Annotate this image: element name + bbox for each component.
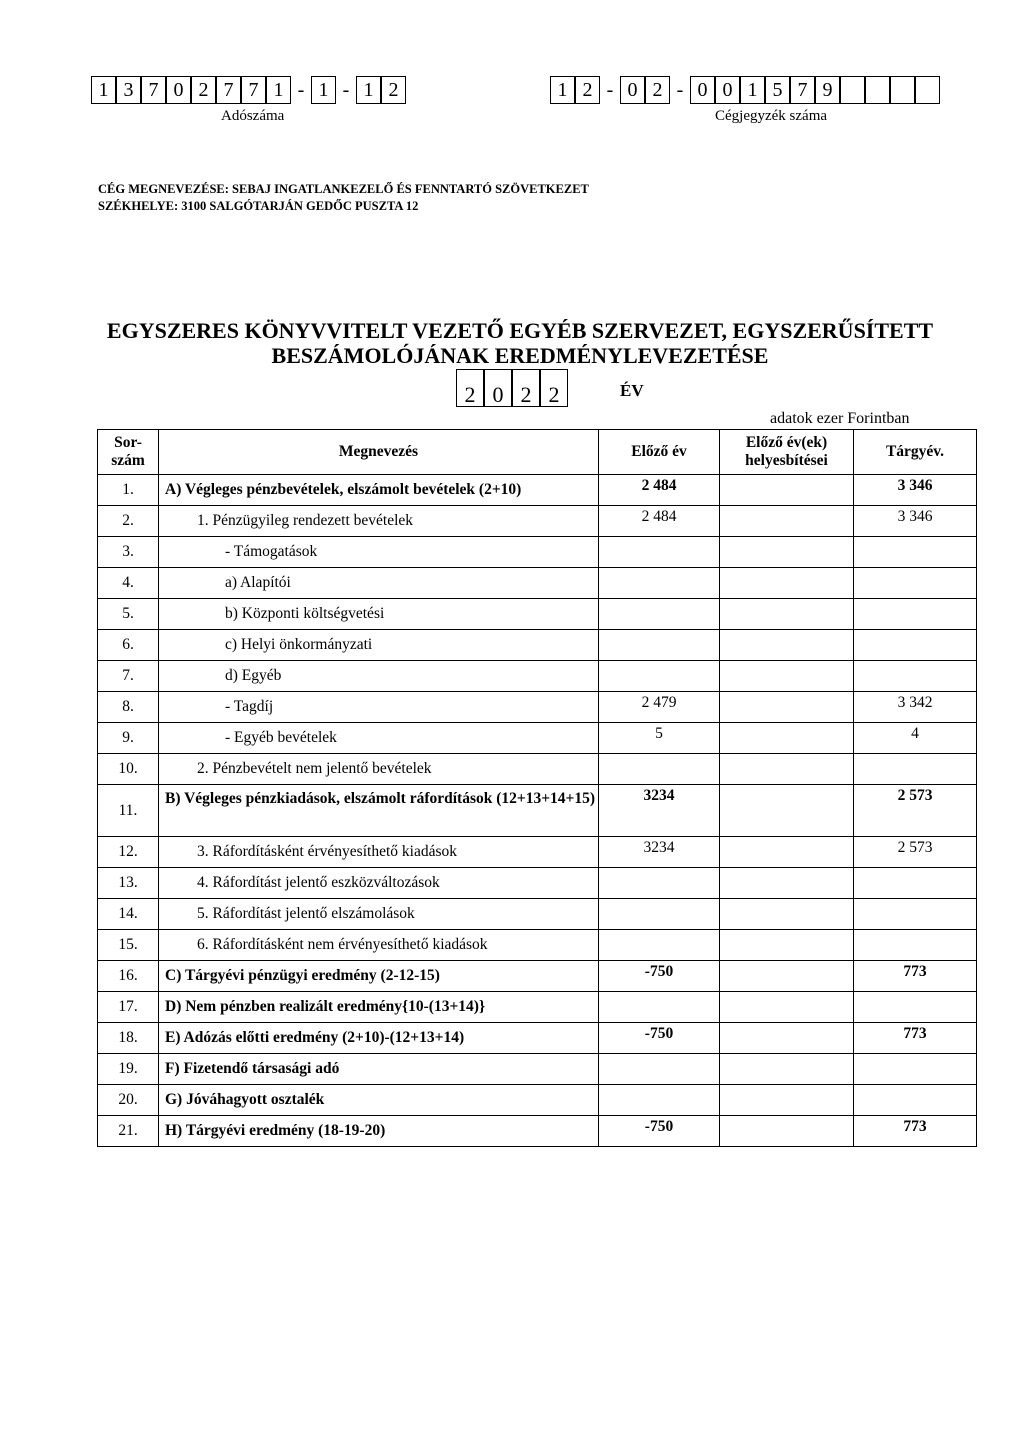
year-digit: 2 [456, 369, 484, 407]
row-prev-value: 3234 [599, 837, 720, 868]
row-current-value [854, 899, 977, 930]
row-number: 16. [98, 961, 159, 992]
row-prev-value: 2 479 [599, 692, 720, 723]
registry-number-digit: 1 [740, 76, 765, 104]
row-name: c) Helyi önkormányzati [159, 630, 599, 661]
row-name: A) Végleges pénzbevételek, elszámolt bevételek (2+10) [159, 475, 599, 506]
row-correction-value [720, 930, 854, 961]
table-row [98, 723, 977, 754]
table-row [98, 868, 977, 899]
row-correction-value [720, 754, 854, 785]
registry-number-digit: 2 [645, 76, 670, 104]
row-current-value: 2 573 [854, 785, 977, 837]
row-correction-value [720, 723, 854, 754]
row-prev-value: -750 [599, 1023, 720, 1054]
row-number: 10. [98, 754, 159, 785]
registry-number-digit: 0 [715, 76, 740, 104]
table-row [98, 1054, 977, 1085]
table-row [98, 1116, 977, 1147]
row-current-value [854, 568, 977, 599]
row-number: 3. [98, 537, 159, 568]
row-current-value [854, 661, 977, 692]
row-name: 5. Ráfordítást jelentő elszámolások [159, 899, 599, 930]
title-line-2: BESZÁMOLÓJÁNAK EREDMÉNYLEVEZETÉSE [271, 343, 769, 368]
row-current-value: 773 [854, 1116, 977, 1147]
row-number: 11. [98, 785, 159, 837]
row-current-value: 3 342 [854, 692, 977, 723]
row-current-value [854, 930, 977, 961]
tax-number-digit: 3 [116, 76, 141, 104]
row-current-value [854, 1085, 977, 1116]
row-current-value [854, 1054, 977, 1085]
header-current: Tárgyév. [854, 430, 977, 475]
row-correction-value [720, 599, 854, 630]
row-current-value [854, 992, 977, 1023]
row-number: 7. [98, 661, 159, 692]
row-name: - Támogatások [159, 537, 599, 568]
row-current-value: 4 [854, 723, 977, 754]
row-correction-value [720, 1116, 854, 1147]
tax-number-digit: 7 [141, 76, 166, 104]
row-prev-value [599, 1085, 720, 1116]
company-info [98, 181, 589, 215]
row-correction-value [720, 868, 854, 899]
table-row [98, 475, 977, 506]
row-name: 6. Ráfordításként nem érvényesíthető kiadások [159, 930, 599, 961]
row-name: 1. Pénzügyileg rendezett bevételek [159, 506, 599, 537]
row-prev-value [599, 661, 720, 692]
row-current-value [854, 630, 977, 661]
row-name: B) Végleges pénzkiadások, elszámolt ráfordítások (12+13+14+15) [159, 785, 599, 837]
registry-number-digit: 9 [815, 76, 840, 104]
header-name: Megnevezés [159, 430, 599, 475]
tax-number-digit: 1 [356, 76, 381, 104]
year-suffix: ÉV [620, 381, 644, 400]
table-row [98, 899, 977, 930]
table-row [98, 630, 977, 661]
row-prev-value [599, 1054, 720, 1085]
registry-number-digit [865, 76, 890, 104]
table-row [98, 754, 977, 785]
row-prev-value [599, 568, 720, 599]
row-name: G) Jóváhagyott osztalék [159, 1085, 599, 1116]
company-name: CÉG MEGNEVEZÉSE: SEBAJ INGATLANKEZELŐ ÉS FENNTARTÓ SZÖVETKEZET [98, 182, 589, 196]
registry-number-separator: - [606, 79, 614, 101]
row-prev-value [599, 868, 720, 899]
row-name: 4. Ráfordítást jelentő eszközváltozások [159, 868, 599, 899]
year-digit: 2 [540, 369, 568, 407]
row-current-value [854, 599, 977, 630]
header-corr: Előző év(ek) helyesbítései [720, 430, 854, 475]
row-prev-value [599, 630, 720, 661]
row-name: E) Adózás előtti eredmény (2+10)-(12+13+14) [159, 1023, 599, 1054]
header-prev: Előző év [599, 430, 720, 475]
row-correction-value [720, 1085, 854, 1116]
row-correction-value [720, 568, 854, 599]
row-number: 20. [98, 1085, 159, 1116]
tax-number-separator: - [297, 79, 305, 101]
table-row [98, 837, 977, 868]
table-row [98, 961, 977, 992]
registry-number-digit [890, 76, 915, 104]
row-number: 9. [98, 723, 159, 754]
row-correction-value [720, 1023, 854, 1054]
row-correction-value [720, 992, 854, 1023]
row-number: 4. [98, 568, 159, 599]
row-name: H) Tárgyévi eredmény (18-19-20) [159, 1116, 599, 1147]
registry-number-digit [915, 76, 940, 104]
row-prev-value [599, 537, 720, 568]
table-row [98, 692, 977, 723]
row-number: 8. [98, 692, 159, 723]
page-title [60, 318, 980, 368]
row-current-value: 2 573 [854, 837, 977, 868]
row-current-value: 773 [854, 961, 977, 992]
row-correction-value [720, 692, 854, 723]
row-number: 2. [98, 506, 159, 537]
row-current-value: 3 346 [854, 475, 977, 506]
row-number: 19. [98, 1054, 159, 1085]
row-name: b) Központi költségvetési [159, 599, 599, 630]
table-row [98, 1085, 977, 1116]
row-correction-value [720, 899, 854, 930]
year-digit: 2 [512, 369, 540, 407]
row-current-value [854, 868, 977, 899]
row-prev-value [599, 754, 720, 785]
row-number: 15. [98, 930, 159, 961]
row-name: 2. Pénzbevételt nem jelentő bevételek [159, 754, 599, 785]
table-row [98, 506, 977, 537]
table-row [98, 568, 977, 599]
tax-number-digit: 0 [166, 76, 191, 104]
title-line-1: EGYSZERES KÖNYVVITELT VEZETŐ EGYÉB SZERVEZET, EGYSZERŰSÍTETT [106, 318, 934, 343]
unit-note: adatok ezer Forintban [770, 410, 910, 427]
row-correction-value [720, 661, 854, 692]
row-number: 13. [98, 868, 159, 899]
registry-number-digit: 1 [550, 76, 575, 104]
row-prev-value [599, 899, 720, 930]
row-correction-value [720, 961, 854, 992]
tax-number-digit: 1 [266, 76, 291, 104]
header-sorszam: Sor- szám [98, 430, 159, 475]
row-number: 12. [98, 837, 159, 868]
row-number: 18. [98, 1023, 159, 1054]
row-prev-value: -750 [599, 961, 720, 992]
registry-number-digit: 2 [575, 76, 600, 104]
row-name: - Tagdíj [159, 692, 599, 723]
row-name: a) Alapítói [159, 568, 599, 599]
registry-number-separator: - [676, 79, 684, 101]
year-digit: 0 [484, 369, 512, 407]
row-number: 14. [98, 899, 159, 930]
registry-number-digit: 5 [765, 76, 790, 104]
table-row [98, 992, 977, 1023]
row-name: d) Egyéb [159, 661, 599, 692]
row-name: 3. Ráfordításként érvényesíthető kiadások [159, 837, 599, 868]
company-seat: SZÉKHELYE: 3100 SALGÓTARJÁN GEDŐC PUSZTA 12 [98, 199, 419, 213]
tax-number-digit: 7 [241, 76, 266, 104]
row-prev-value: 5 [599, 723, 720, 754]
row-correction-value [720, 506, 854, 537]
table-row [98, 537, 977, 568]
row-correction-value [720, 630, 854, 661]
registry-number-digit [840, 76, 865, 104]
row-correction-value [720, 785, 854, 837]
row-number: 5. [98, 599, 159, 630]
row-number: 6. [98, 630, 159, 661]
table-row [98, 661, 977, 692]
table-header-row [98, 430, 977, 475]
registry-number-digit: 0 [620, 76, 645, 104]
row-number: 1. [98, 475, 159, 506]
row-prev-value [599, 992, 720, 1023]
row-correction-value [720, 1054, 854, 1085]
tax-number-digit: 1 [91, 76, 116, 104]
table-row [98, 930, 977, 961]
row-correction-value [720, 537, 854, 568]
row-name: F) Fizetendő társasági adó [159, 1054, 599, 1085]
tax-number-label: Adószáma [221, 108, 285, 124]
tax-number-digit: 2 [381, 76, 406, 104]
tax-number-digit: 7 [216, 76, 241, 104]
row-prev-value [599, 930, 720, 961]
row-prev-value: 3234 [599, 785, 720, 837]
row-prev-value: 2 484 [599, 506, 720, 537]
tax-number-digit: 2 [191, 76, 216, 104]
row-current-value [854, 754, 977, 785]
table-row [98, 599, 977, 630]
row-name: - Egyéb bevételek [159, 723, 599, 754]
registry-number-digit: 0 [690, 76, 715, 104]
income-statement-table [97, 429, 977, 1147]
row-name: C) Tárgyévi pénzügyi eredmény (2-12-15) [159, 961, 599, 992]
row-number: 17. [98, 992, 159, 1023]
row-correction-value [720, 837, 854, 868]
row-number: 21. [98, 1116, 159, 1147]
row-name: D) Nem pénzben realizált eredmény{10-(13+14)} [159, 992, 599, 1023]
table-row [98, 1023, 977, 1054]
row-prev-value: 2 484 [599, 475, 720, 506]
row-current-value [854, 537, 977, 568]
registry-number-label: Cégjegyzék száma [715, 108, 828, 124]
registry-number-digit: 7 [790, 76, 815, 104]
row-current-value: 773 [854, 1023, 977, 1054]
row-prev-value: -750 [599, 1116, 720, 1147]
row-prev-value [599, 599, 720, 630]
tax-number-digit: 1 [311, 76, 336, 104]
tax-number-separator: - [342, 79, 350, 101]
row-current-value: 3 346 [854, 506, 977, 537]
table-row [98, 785, 977, 837]
row-correction-value [720, 475, 854, 506]
